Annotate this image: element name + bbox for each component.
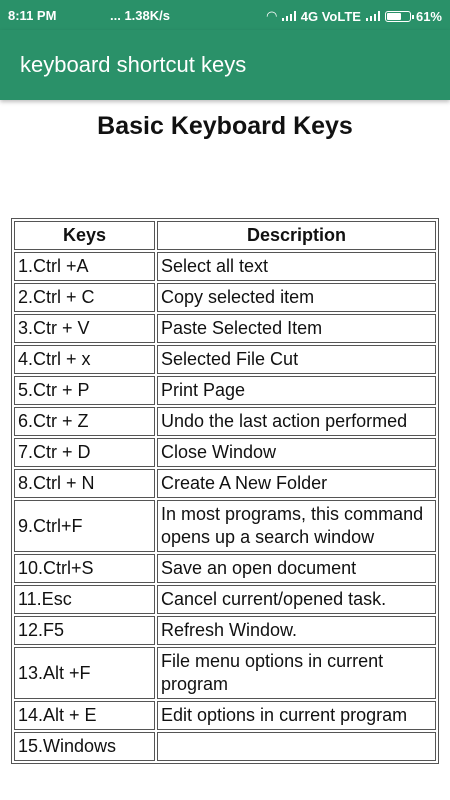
- network-type: 4G VoLTE: [300, 8, 361, 24]
- cell-key: 10.Ctrl+S: [14, 554, 155, 583]
- shortcut-table: [11, 218, 439, 764]
- cell-key: 3.Ctr + V: [14, 314, 155, 343]
- cell-key: 6.Ctr + Z: [14, 407, 155, 436]
- table-row: [14, 314, 436, 343]
- table-row: [14, 732, 436, 761]
- app-bar: [0, 30, 450, 100]
- cell-key: 15.Windows: [14, 732, 155, 761]
- header-description: Description: [157, 221, 436, 250]
- table-row: [14, 345, 436, 374]
- wifi-icon: ◠: [266, 8, 277, 23]
- cell-description: Print Page: [157, 376, 436, 405]
- cell-key: 1.Ctrl +A: [14, 252, 155, 281]
- table-row: [14, 376, 436, 405]
- shortcut-table-container[interactable]: [11, 218, 439, 764]
- table-row: [14, 616, 436, 645]
- cell-key: 7.Ctr + D: [14, 438, 155, 467]
- cell-description: Paste Selected Item: [157, 314, 436, 343]
- status-bar: [0, 0, 450, 30]
- cell-key: 5.Ctr + P: [14, 376, 155, 405]
- cell-description: Cancel current/opened task.: [157, 585, 436, 614]
- cell-key: 9.Ctrl+F: [14, 500, 155, 552]
- cell-description: Close Window: [157, 438, 436, 467]
- table-header-row: [14, 221, 436, 250]
- cell-description: Undo the last action performed: [157, 407, 436, 436]
- cell-key: 14.Alt + E: [14, 701, 155, 730]
- cell-key: 8.Ctrl + N: [14, 469, 155, 498]
- battery-level: 61%: [415, 8, 442, 24]
- cell-key: 11.Esc: [14, 585, 155, 614]
- cell-key: 13.Alt +F: [14, 647, 155, 699]
- table-row: [14, 438, 436, 467]
- app-title: keyboard shortcut keys: [20, 52, 247, 77]
- cell-description: Edit options in current program: [157, 701, 436, 730]
- cell-description: Save an open document: [157, 554, 436, 583]
- table-row: [14, 701, 436, 730]
- signal-icon: [282, 11, 296, 21]
- table-row: [14, 252, 436, 281]
- cell-key: 4.Ctrl + x: [14, 345, 155, 374]
- table-row: [14, 500, 436, 552]
- cell-description: [157, 732, 436, 761]
- table-row: [14, 554, 436, 583]
- cell-description: Select all text: [157, 252, 436, 281]
- cell-description: Copy selected item: [157, 283, 436, 312]
- table-row: [14, 407, 436, 436]
- battery-icon: [385, 11, 411, 22]
- network-speed: ... 1.38K/s: [110, 8, 170, 23]
- page-heading: Basic Keyboard Keys: [97, 112, 353, 140]
- cell-key: 12.F5: [14, 616, 155, 645]
- cell-description: Create A New Folder: [157, 469, 436, 498]
- cell-description: File menu options in current program: [157, 647, 436, 699]
- table-row: [14, 283, 436, 312]
- status-time: 8:11 PM: [8, 8, 57, 23]
- table-row: [14, 469, 436, 498]
- cell-description: Selected File Cut: [157, 345, 436, 374]
- table-row: [14, 647, 436, 699]
- cell-description: Refresh Window.: [157, 616, 436, 645]
- cell-description: In most programs, this command opens up a search window: [157, 500, 436, 552]
- header-keys: Keys: [14, 221, 155, 250]
- status-icons: [267, 8, 442, 24]
- signal-icon-2: [366, 11, 380, 21]
- cell-key: 2.Ctrl + C: [14, 283, 155, 312]
- table-row: [14, 585, 436, 614]
